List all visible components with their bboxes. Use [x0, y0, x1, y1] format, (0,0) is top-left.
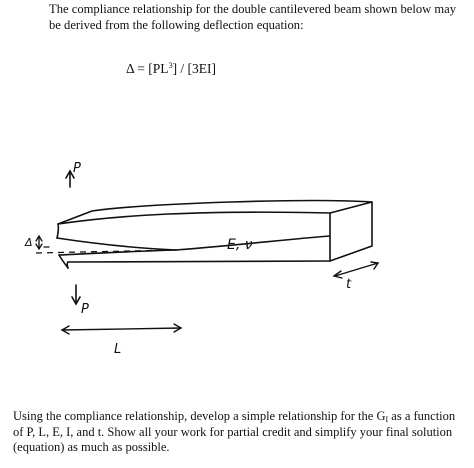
- opening-arrow: [36, 236, 49, 249]
- upper-arm: [58, 201, 372, 224]
- upper-arm-inner-edge: [57, 238, 176, 250]
- question-line-1-part-a: Using the compliance relationship, develop a simple relationship for the G: [13, 409, 386, 423]
- equation-exponent: 3: [168, 61, 173, 70]
- problem-intro: [49, 2, 474, 33]
- material-label: E, ν: [227, 237, 253, 253]
- equation-suffix: ] / [3EI]: [172, 61, 217, 76]
- bottom-load-label: P: [81, 302, 89, 317]
- deflection-equation: [126, 61, 216, 77]
- question-line-1-subscript: I: [385, 415, 389, 424]
- intro-line-1: The compliance relationship for the double cantilevered beam shown below may: [49, 2, 457, 16]
- beam-sketch: [0, 150, 474, 360]
- thickness-label: t: [346, 277, 352, 292]
- thickness-dimension-arrow: [334, 262, 378, 278]
- top-load-label: P: [73, 161, 81, 176]
- equation-prefix: Δ = [PL: [126, 61, 169, 76]
- upper-arm-front-edge: [57, 224, 58, 238]
- opening-symbol: Δ: [25, 236, 33, 249]
- question-text: [13, 409, 474, 456]
- double-cantilever-beam-figure: [0, 150, 474, 360]
- beam-bottom-edge: [68, 261, 330, 262]
- intro-line-2: be derived from the following deflection equation:: [49, 17, 304, 32]
- beam-front-face-top: [176, 236, 330, 250]
- question-line-3: (equation) as much as possible.: [13, 440, 170, 455]
- lower-arm-tip: [67, 262, 68, 268]
- question-line-1-part-b: as a function: [388, 409, 456, 423]
- length-label: L: [114, 342, 122, 357]
- question-line-2: of P, L, E, I, and t. Show all your work for partial credit and simplify your final solution: [13, 424, 453, 439]
- question-line-1: [13, 409, 474, 425]
- length-dimension-arrow: [62, 324, 181, 334]
- bottom-load-arrow: [72, 285, 80, 304]
